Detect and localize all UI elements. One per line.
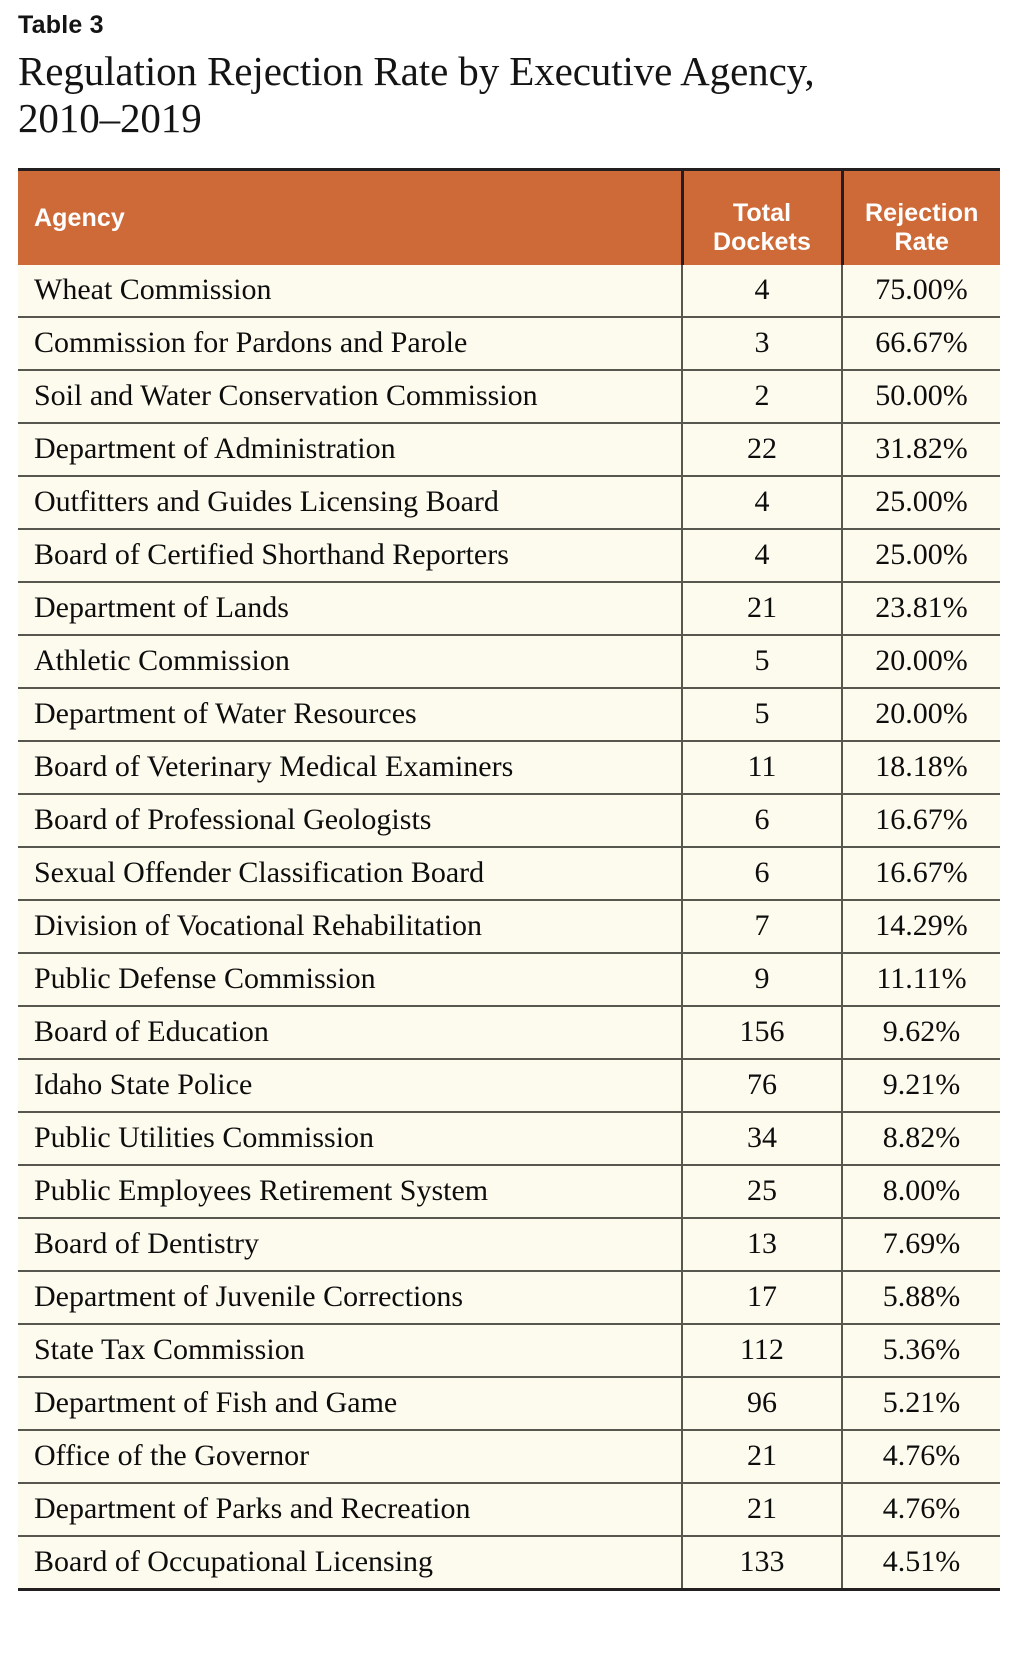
cell-total-dockets-text: 3 bbox=[754, 325, 770, 359]
table-row bbox=[18, 1324, 1000, 1377]
cell-agency-text: Idaho State Police bbox=[34, 1067, 253, 1101]
cell-total-dockets-text: 22 bbox=[747, 431, 777, 465]
cell-agency bbox=[18, 953, 682, 1006]
table-row bbox=[18, 900, 1000, 953]
column-header-total-dockets-line2: Dockets bbox=[713, 227, 811, 256]
cell-rejection-rate bbox=[842, 1377, 1000, 1430]
cell-rejection-rate-text: 9.62% bbox=[882, 1014, 961, 1048]
cell-agency bbox=[18, 1483, 682, 1536]
cell-agency bbox=[18, 265, 682, 317]
table-row bbox=[18, 1430, 1000, 1483]
cell-rejection-rate bbox=[842, 529, 1000, 582]
cell-agency-text: Department of Juvenile Corrections bbox=[34, 1279, 464, 1313]
cell-total-dockets-text: 6 bbox=[754, 855, 770, 889]
cell-agency-text: Soil and Water Conservation Commission bbox=[34, 378, 538, 412]
cell-agency bbox=[18, 582, 682, 635]
cell-agency-text: State Tax Commission bbox=[34, 1332, 305, 1366]
column-header-rejection-rate-line2: Rate bbox=[894, 227, 950, 256]
cell-agency bbox=[18, 1377, 682, 1430]
cell-rejection-rate bbox=[842, 1218, 1000, 1271]
cell-total-dockets bbox=[682, 370, 842, 423]
cell-rejection-rate bbox=[842, 1430, 1000, 1483]
cell-rejection-rate-text: 18.18% bbox=[875, 749, 968, 783]
table-row bbox=[18, 1536, 1000, 1590]
cell-total-dockets bbox=[682, 1006, 842, 1059]
table-header bbox=[18, 170, 1000, 266]
cell-total-dockets-text: 11 bbox=[747, 749, 777, 783]
cell-agency bbox=[18, 900, 682, 953]
cell-rejection-rate bbox=[842, 1536, 1000, 1590]
cell-rejection-rate-text: 31.82% bbox=[875, 431, 968, 465]
cell-agency-text: Division of Vocational Rehabilitation bbox=[34, 908, 483, 942]
table-row bbox=[18, 1271, 1000, 1324]
cell-total-dockets bbox=[682, 1165, 842, 1218]
cell-total-dockets bbox=[682, 1112, 842, 1165]
table-row bbox=[18, 370, 1000, 423]
cell-total-dockets-text: 21 bbox=[747, 1491, 777, 1525]
cell-total-dockets bbox=[682, 741, 842, 794]
cell-rejection-rate-text: 25.00% bbox=[875, 484, 968, 518]
cell-total-dockets bbox=[682, 794, 842, 847]
cell-rejection-rate bbox=[842, 1112, 1000, 1165]
cell-rejection-rate bbox=[842, 688, 1000, 741]
cell-total-dockets bbox=[682, 1483, 842, 1536]
cell-total-dockets bbox=[682, 317, 842, 370]
cell-agency-text: Board of Dentistry bbox=[34, 1226, 259, 1260]
cell-rejection-rate bbox=[842, 900, 1000, 953]
cell-rejection-rate bbox=[842, 1324, 1000, 1377]
cell-rejection-rate bbox=[842, 1165, 1000, 1218]
cell-total-dockets-text: 13 bbox=[747, 1226, 777, 1260]
cell-agency bbox=[18, 423, 682, 476]
cell-agency bbox=[18, 370, 682, 423]
cell-rejection-rate-text: 66.67% bbox=[875, 325, 968, 359]
cell-agency bbox=[18, 529, 682, 582]
cell-agency bbox=[18, 476, 682, 529]
cell-rejection-rate bbox=[842, 476, 1000, 529]
column-header-agency[interactable] bbox=[18, 170, 682, 266]
cell-agency-text: Department of Fish and Game bbox=[34, 1385, 398, 1419]
cell-rejection-rate-text: 7.69% bbox=[882, 1226, 961, 1260]
cell-total-dockets bbox=[682, 476, 842, 529]
table-row bbox=[18, 1112, 1000, 1165]
table-header-row bbox=[18, 170, 1000, 266]
cell-total-dockets bbox=[682, 1271, 842, 1324]
cell-rejection-rate bbox=[842, 317, 1000, 370]
cell-total-dockets-text: 34 bbox=[747, 1120, 777, 1154]
cell-total-dockets-text: 5 bbox=[754, 643, 770, 677]
cell-total-dockets bbox=[682, 953, 842, 1006]
cell-agency bbox=[18, 1324, 682, 1377]
cell-total-dockets-text: 17 bbox=[747, 1279, 777, 1313]
cell-total-dockets bbox=[682, 847, 842, 900]
table-row bbox=[18, 741, 1000, 794]
cell-agency-text: Outfitters and Guides Licensing Board bbox=[34, 484, 499, 518]
table-row bbox=[18, 529, 1000, 582]
table-row bbox=[18, 635, 1000, 688]
cell-total-dockets bbox=[682, 265, 842, 317]
cell-agency bbox=[18, 1059, 682, 1112]
cell-rejection-rate bbox=[842, 794, 1000, 847]
cell-agency bbox=[18, 1430, 682, 1483]
table-row bbox=[18, 1218, 1000, 1271]
cell-agency bbox=[18, 1112, 682, 1165]
cell-total-dockets bbox=[682, 688, 842, 741]
regulation-rejection-table bbox=[18, 168, 1000, 1591]
cell-total-dockets bbox=[682, 1324, 842, 1377]
cell-total-dockets-text: 133 bbox=[739, 1544, 785, 1578]
cell-rejection-rate bbox=[842, 847, 1000, 900]
cell-agency bbox=[18, 847, 682, 900]
cell-rejection-rate bbox=[842, 635, 1000, 688]
cell-total-dockets-text: 4 bbox=[754, 272, 770, 306]
cell-agency-text: Board of Education bbox=[34, 1014, 269, 1048]
table-row bbox=[18, 953, 1000, 1006]
cell-rejection-rate bbox=[842, 370, 1000, 423]
cell-total-dockets-text: 4 bbox=[754, 484, 770, 518]
cell-agency-text: Board of Occupational Licensing bbox=[34, 1544, 434, 1578]
cell-agency-text: Office of the Governor bbox=[34, 1438, 310, 1472]
cell-rejection-rate-text: 11.11% bbox=[876, 961, 967, 995]
table-row bbox=[18, 1165, 1000, 1218]
column-header-agency-label: Agency bbox=[34, 203, 125, 232]
cell-rejection-rate-text: 25.00% bbox=[875, 537, 968, 571]
cell-total-dockets bbox=[682, 1377, 842, 1430]
cell-agency-text: Public Utilities Commission bbox=[34, 1120, 375, 1154]
cell-rejection-rate-text: 8.82% bbox=[882, 1120, 961, 1154]
cell-total-dockets-text: 4 bbox=[754, 537, 770, 571]
cell-total-dockets bbox=[682, 1430, 842, 1483]
column-header-rejection-rate[interactable] bbox=[842, 170, 1000, 266]
cell-rejection-rate-text: 4.76% bbox=[882, 1491, 961, 1525]
cell-agency bbox=[18, 688, 682, 741]
cell-rejection-rate bbox=[842, 953, 1000, 1006]
cell-agency bbox=[18, 1271, 682, 1324]
cell-agency-text: Board of Certified Shorthand Reporters bbox=[34, 537, 509, 571]
cell-agency bbox=[18, 741, 682, 794]
cell-rejection-rate-text: 20.00% bbox=[875, 696, 968, 730]
cell-agency bbox=[18, 1536, 682, 1590]
cell-agency-text: Public Employees Retirement System bbox=[34, 1173, 489, 1207]
table-container bbox=[18, 168, 1000, 1591]
cell-agency bbox=[18, 317, 682, 370]
cell-total-dockets bbox=[682, 582, 842, 635]
cell-agency-text: Department of Water Resources bbox=[34, 696, 417, 730]
cell-agency-text: Public Defense Commission bbox=[34, 961, 376, 995]
cell-agency bbox=[18, 1165, 682, 1218]
table-row bbox=[18, 423, 1000, 476]
table-row bbox=[18, 317, 1000, 370]
table-row bbox=[18, 688, 1000, 741]
cell-rejection-rate-text: 16.67% bbox=[875, 802, 968, 836]
cell-total-dockets-text: 21 bbox=[747, 1438, 777, 1472]
cell-total-dockets-text: 25 bbox=[747, 1173, 777, 1207]
cell-agency-text: Sexual Offender Classification Board bbox=[34, 855, 485, 889]
table-row bbox=[18, 1059, 1000, 1112]
cell-rejection-rate bbox=[842, 1483, 1000, 1536]
cell-agency bbox=[18, 635, 682, 688]
cell-agency-text: Wheat Commission bbox=[34, 272, 272, 306]
cell-total-dockets-text: 76 bbox=[747, 1067, 777, 1101]
cell-rejection-rate-text: 5.21% bbox=[882, 1385, 961, 1419]
table-number-label: Table 3 bbox=[18, 11, 104, 39]
table-row bbox=[18, 265, 1000, 317]
cell-rejection-rate-text: 20.00% bbox=[875, 643, 968, 677]
cell-agency-text: Athletic Commission bbox=[34, 643, 290, 677]
cell-total-dockets-text: 21 bbox=[747, 590, 777, 624]
cell-total-dockets bbox=[682, 1536, 842, 1590]
cell-total-dockets-text: 112 bbox=[740, 1332, 784, 1366]
table-row bbox=[18, 1483, 1000, 1536]
cell-agency-text: Department of Administration bbox=[34, 431, 396, 465]
column-header-rejection-rate-line1: Rejection bbox=[865, 199, 979, 227]
cell-total-dockets bbox=[682, 529, 842, 582]
column-header-total-dockets[interactable] bbox=[682, 170, 842, 266]
cell-rejection-rate bbox=[842, 1059, 1000, 1112]
cell-rejection-rate-text: 23.81% bbox=[875, 590, 968, 624]
cell-rejection-rate bbox=[842, 423, 1000, 476]
table-row bbox=[18, 794, 1000, 847]
cell-rejection-rate bbox=[842, 265, 1000, 317]
table-row bbox=[18, 1006, 1000, 1059]
cell-total-dockets-text: 9 bbox=[754, 961, 770, 995]
cell-agency-text: Commission for Pardons and Parole bbox=[34, 325, 468, 359]
cell-agency-text: Board of Veterinary Medical Examiners bbox=[34, 749, 514, 783]
cell-total-dockets-text: 6 bbox=[754, 802, 770, 836]
cell-total-dockets bbox=[682, 423, 842, 476]
cell-rejection-rate-text: 14.29% bbox=[875, 908, 968, 942]
cell-total-dockets bbox=[682, 1059, 842, 1112]
cell-total-dockets-text: 156 bbox=[739, 1014, 785, 1048]
cell-agency bbox=[18, 1006, 682, 1059]
cell-rejection-rate bbox=[842, 1006, 1000, 1059]
cell-total-dockets bbox=[682, 1218, 842, 1271]
cell-total-dockets-text: 7 bbox=[754, 908, 770, 942]
cell-rejection-rate-text: 16.67% bbox=[875, 855, 968, 889]
cell-agency-text: Department of Parks and Recreation bbox=[34, 1491, 471, 1525]
cell-rejection-rate bbox=[842, 741, 1000, 794]
cell-rejection-rate-text: 5.88% bbox=[882, 1279, 961, 1313]
cell-agency-text: Board of Professional Geologists bbox=[34, 802, 432, 836]
cell-rejection-rate-text: 4.51% bbox=[882, 1544, 961, 1578]
cell-total-dockets-text: 96 bbox=[747, 1385, 777, 1419]
cell-total-dockets-text: 2 bbox=[754, 378, 770, 412]
cell-rejection-rate bbox=[842, 1271, 1000, 1324]
cell-rejection-rate bbox=[842, 582, 1000, 635]
cell-total-dockets-text: 5 bbox=[754, 696, 770, 730]
cell-rejection-rate-text: 5.36% bbox=[882, 1332, 961, 1366]
table-row bbox=[18, 476, 1000, 529]
table-caption-block bbox=[0, 0, 1028, 143]
cell-agency bbox=[18, 794, 682, 847]
column-header-total-dockets-line1: Total bbox=[732, 199, 792, 227]
cell-rejection-rate-text: 50.00% bbox=[875, 378, 968, 412]
table-row bbox=[18, 1377, 1000, 1430]
cell-rejection-rate-text: 75.00% bbox=[875, 272, 968, 306]
cell-total-dockets bbox=[682, 900, 842, 953]
cell-agency bbox=[18, 1218, 682, 1271]
cell-agency-text: Department of Lands bbox=[34, 590, 289, 624]
table-row bbox=[18, 847, 1000, 900]
cell-rejection-rate-text: 8.00% bbox=[882, 1173, 961, 1207]
table-row bbox=[18, 582, 1000, 635]
cell-total-dockets bbox=[682, 635, 842, 688]
table-title: Regulation Rejection Rate by Executive Agency, 2010–2019 bbox=[18, 47, 815, 142]
cell-rejection-rate-text: 4.76% bbox=[882, 1438, 961, 1472]
table-body bbox=[18, 265, 1000, 1590]
cell-rejection-rate-text: 9.21% bbox=[882, 1067, 961, 1101]
